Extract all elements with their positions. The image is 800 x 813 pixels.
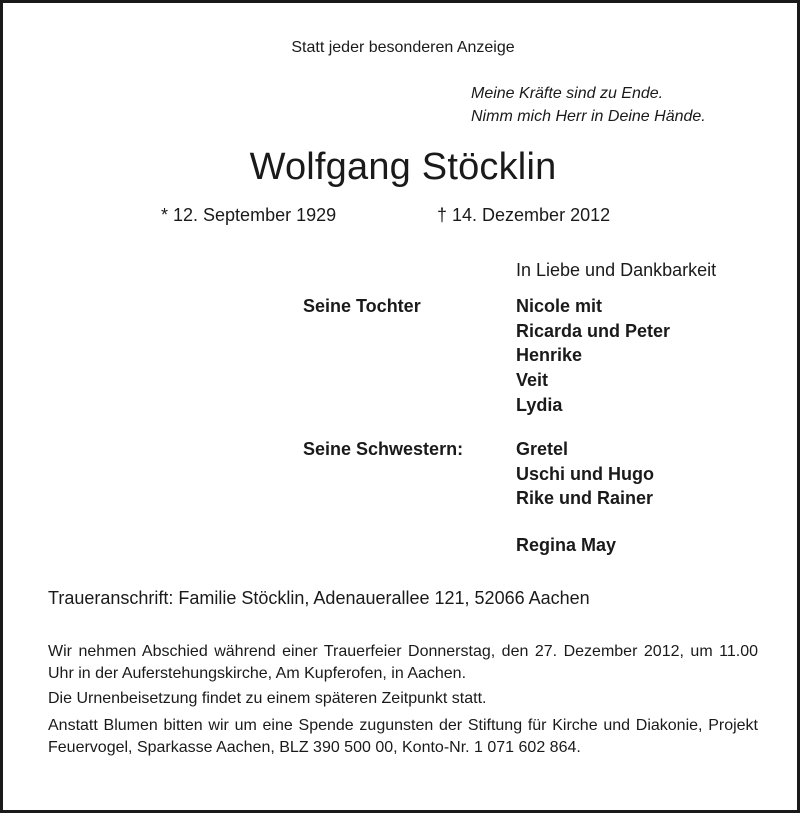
motto-line-1: Meine Kräfte sind zu Ende. xyxy=(471,85,664,102)
family-name-extra: Regina May xyxy=(516,535,617,555)
motto-line-2: Nimm mich Herr in Deine Hände. xyxy=(471,108,706,125)
family-name: Veit xyxy=(516,370,549,390)
family-name: Ricarda und Peter xyxy=(516,321,671,341)
family-name: Gretel xyxy=(516,439,569,459)
family-name: Henrike xyxy=(516,345,583,365)
sisters-label: Seine Schwestern: xyxy=(303,439,464,459)
donation-paragraph: Anstatt Blumen bitten wir um eine Spende zugunsten der Stiftung für Kirche und Diakonie, Projekt Feuervogel, Sparkasse Aachen, BLZ 390 500 00, Konto-Nr. 1 071 602 864. xyxy=(48,717,758,756)
birth-date: * 12. September 1929 xyxy=(161,205,337,225)
urn-paragraph: Die Urnenbeisetzung findet zu einem späteren Zeitpunkt statt. xyxy=(48,690,487,707)
ceremony-paragraph: Wir nehmen Abschied während einer Trauerfeier Donnerstag, den 27. Dezember 2012, um 11.00 Uhr in der Auferstehungskirche, Am Kupferofen, in Aachen. xyxy=(48,643,758,682)
family-name: Rike und Rainer xyxy=(516,488,654,508)
death-date: † 14. Dezember 2012 xyxy=(437,205,611,225)
in-love-line: In Liebe und Dankbarkeit xyxy=(516,260,717,280)
family-name: Uschi und Hugo xyxy=(516,464,654,484)
family-name: Lydia xyxy=(516,395,563,415)
family-name: Nicole mit xyxy=(516,296,603,316)
daughter-label: Seine Tochter xyxy=(303,296,421,316)
mourning-address: Traueranschrift: Familie Stöcklin, Adenauerallee 121, 52066 Aachen xyxy=(48,588,590,608)
deceased-name: Wolfgang Stöcklin xyxy=(249,146,557,188)
header-note: Statt jeder besonderen Anzeige xyxy=(291,39,515,56)
